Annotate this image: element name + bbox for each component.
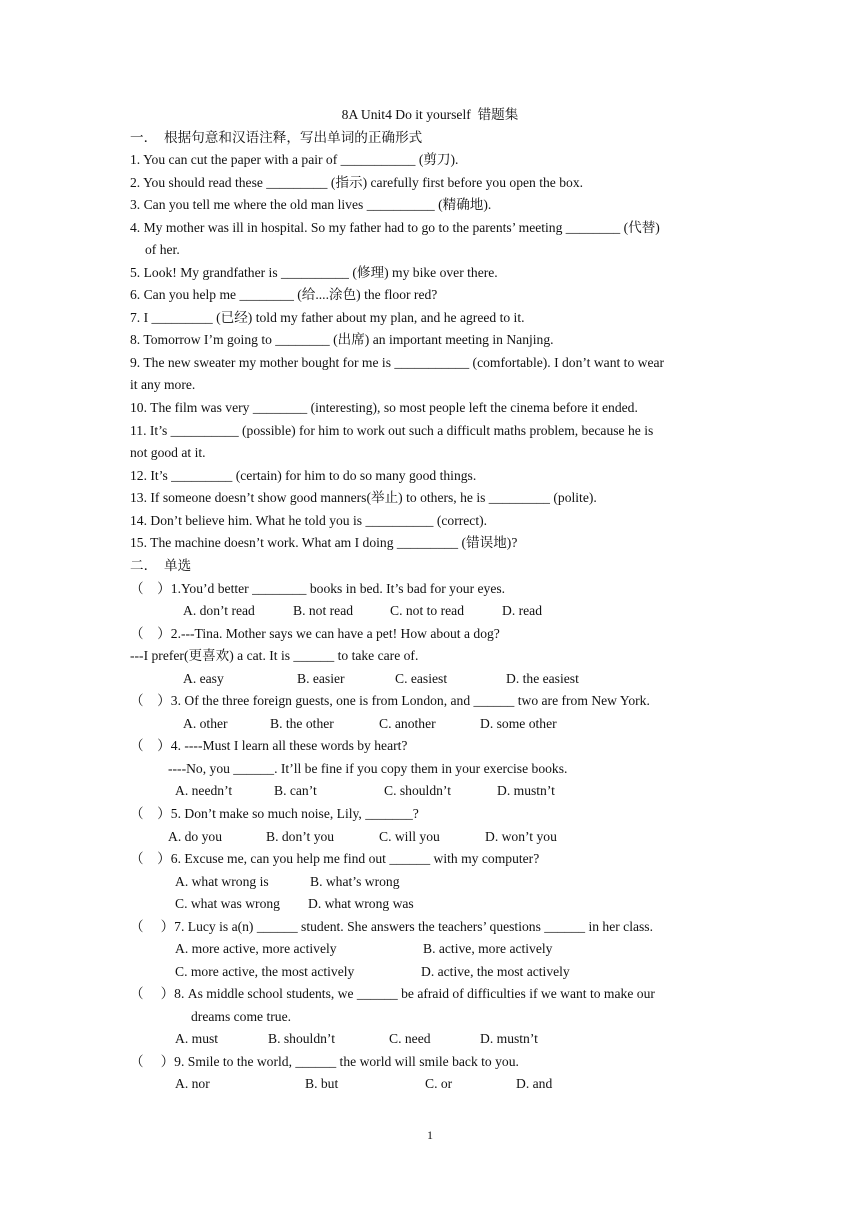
section2-heading: 二． 单选 <box>130 558 192 573</box>
s1-line: 14. Don’t believe him. What he told you is __________ (correct). <box>130 513 488 528</box>
s1-line: not good at it. <box>130 445 206 460</box>
option-c: C. easiest <box>395 671 448 686</box>
option-a: A. don’t read <box>183 603 255 618</box>
option-b: B. easier <box>297 671 345 686</box>
question-stem: （ ）4. ----Must I learn all these words by heart? <box>130 738 408 753</box>
option-d: D. mustn’t <box>497 783 555 798</box>
s1-line: 3. Can you tell me where the old man lives __________ (精确地). <box>130 197 492 212</box>
option-c: C. another <box>379 716 436 731</box>
options-row <box>0 670 860 688</box>
section1-heading: 一． 根据句意和汉语注释，写出单词的正确形式 <box>130 130 423 145</box>
options-row <box>0 1030 860 1048</box>
option-a: A. what wrong is <box>175 874 269 889</box>
s1-line: 8. Tomorrow I’m going to ________ (出席) an important meeting in Nanjing. <box>130 332 554 347</box>
option-b: B. what’s wrong <box>310 874 400 889</box>
option-a: A. easy <box>183 671 224 686</box>
s1-line: it any more. <box>130 377 196 392</box>
question-stem-2: ----No, you ______. It’ll be fine if you copy them in your exercise books. <box>168 761 568 776</box>
options-row <box>0 963 860 981</box>
options-row <box>0 715 860 733</box>
question-stem-2: dreams come true. <box>191 1009 292 1024</box>
option-c: C. or <box>425 1076 453 1091</box>
option-d: D. read <box>502 603 543 618</box>
option-c: C. what was wrong <box>175 896 280 911</box>
option-a: A. do you <box>168 829 222 844</box>
question-stem: （ ）7. Lucy is a(n) ______ student. She answers the teachers’ questions ______ in her class. <box>130 919 654 934</box>
s1-line: 9. The new sweater my mother bought for me is ___________ (comfortable). I don’t want to wear <box>130 355 665 370</box>
s1-line: 11. It’s __________ (possible) for him to work out such a difficult maths problem, because he is <box>130 423 654 438</box>
option-d: D. what wrong was <box>308 896 414 911</box>
s1-line: 7. I _________ (已经) told my father about my plan, and he agreed to it. <box>130 310 525 325</box>
options-row <box>0 873 860 891</box>
question-stem-2: ---I prefer(更喜欢) a cat. It is ______ to take care of. <box>130 648 419 663</box>
option-d: D. won’t you <box>485 829 557 844</box>
option-d: D. active, the most actively <box>421 964 570 979</box>
options-row <box>0 1075 860 1093</box>
option-b: B. active, more actively <box>423 941 553 956</box>
page-title: 8A Unit4 Do it yourself 错题集 <box>341 107 519 122</box>
s1-line: 5. Look! My grandfather is __________ (修理) my bike over there. <box>130 265 498 280</box>
question-stem: （ ）6. Excuse me, can you help me find out ______ with my computer? <box>130 851 540 866</box>
option-a: A. other <box>183 716 228 731</box>
s1-line: 13. If someone doesn’t show good manners(举止) to others, he is _________ (polite). <box>130 490 597 505</box>
question-stem: （ ）2.---Tina. Mother says we can have a pet! How about a dog? <box>130 626 500 641</box>
s1-line: 10. The film was very ________ (interesting), so most people left the cinema before it ended. <box>130 400 638 415</box>
page-number: 1 <box>427 1128 433 1142</box>
option-a: A. nor <box>175 1076 210 1091</box>
option-d: D. mustn’t <box>480 1031 538 1046</box>
question-stem: （ ）3. Of the three foreign guests, one is from London, and ______ two are from New York. <box>130 693 650 708</box>
option-d: D. and <box>516 1076 553 1091</box>
question-stem: （ ）1.You’d better ________ books in bed. It’s bad for your eyes. <box>130 581 506 596</box>
option-c: C. will you <box>379 829 440 844</box>
option-b: B. not read <box>293 603 354 618</box>
s1-line: 2. You should read these _________ (指示) carefully first before you open the box. <box>130 175 584 190</box>
option-b: B. but <box>305 1076 339 1091</box>
option-a: A. needn’t <box>175 783 233 798</box>
option-d: D. the easiest <box>506 671 579 686</box>
option-b: B. don’t you <box>266 829 335 844</box>
option-a: A. must <box>175 1031 219 1046</box>
option-c: C. need <box>389 1031 431 1046</box>
option-b: B. the other <box>270 716 334 731</box>
options-row <box>0 895 860 913</box>
option-b: B. can’t <box>274 783 317 798</box>
option-c: C. more active, the most actively <box>175 964 355 979</box>
options-row <box>0 782 860 800</box>
option-c: C. shouldn’t <box>384 783 451 798</box>
question-stem: （ ）8. As middle school students, we ______ be afraid of difficulties if we want to make our <box>130 986 655 1001</box>
option-a: A. more active, more actively <box>175 941 337 956</box>
options-row <box>0 828 860 846</box>
s1-line: 4. My mother was ill in hospital. So my father had to go to the parents’ meeting ________ (代替) <box>130 220 660 235</box>
options-row <box>0 602 860 620</box>
question-stem: （ ）9. Smile to the world, ______ the world will smile back to you. <box>130 1054 519 1069</box>
option-b: B. shouldn’t <box>268 1031 335 1046</box>
option-c: C. not to read <box>390 603 464 618</box>
option-d: D. some other <box>480 716 557 731</box>
s1-line: of her. <box>145 242 180 257</box>
s1-line: 15. The machine doesn’t work. What am I doing _________ (错误地)? <box>130 535 518 550</box>
options-row <box>0 940 860 958</box>
s1-line: 1. You can cut the paper with a pair of ___________ (剪刀). <box>130 152 459 167</box>
question-stem: （ ）5. Don’t make so much noise, Lily, _______? <box>130 806 419 821</box>
s1-line: 12. It’s _________ (certain) for him to do so many good things. <box>130 468 477 483</box>
s1-line: 6. Can you help me ________ (给....涂色) the floor red? <box>130 287 438 302</box>
